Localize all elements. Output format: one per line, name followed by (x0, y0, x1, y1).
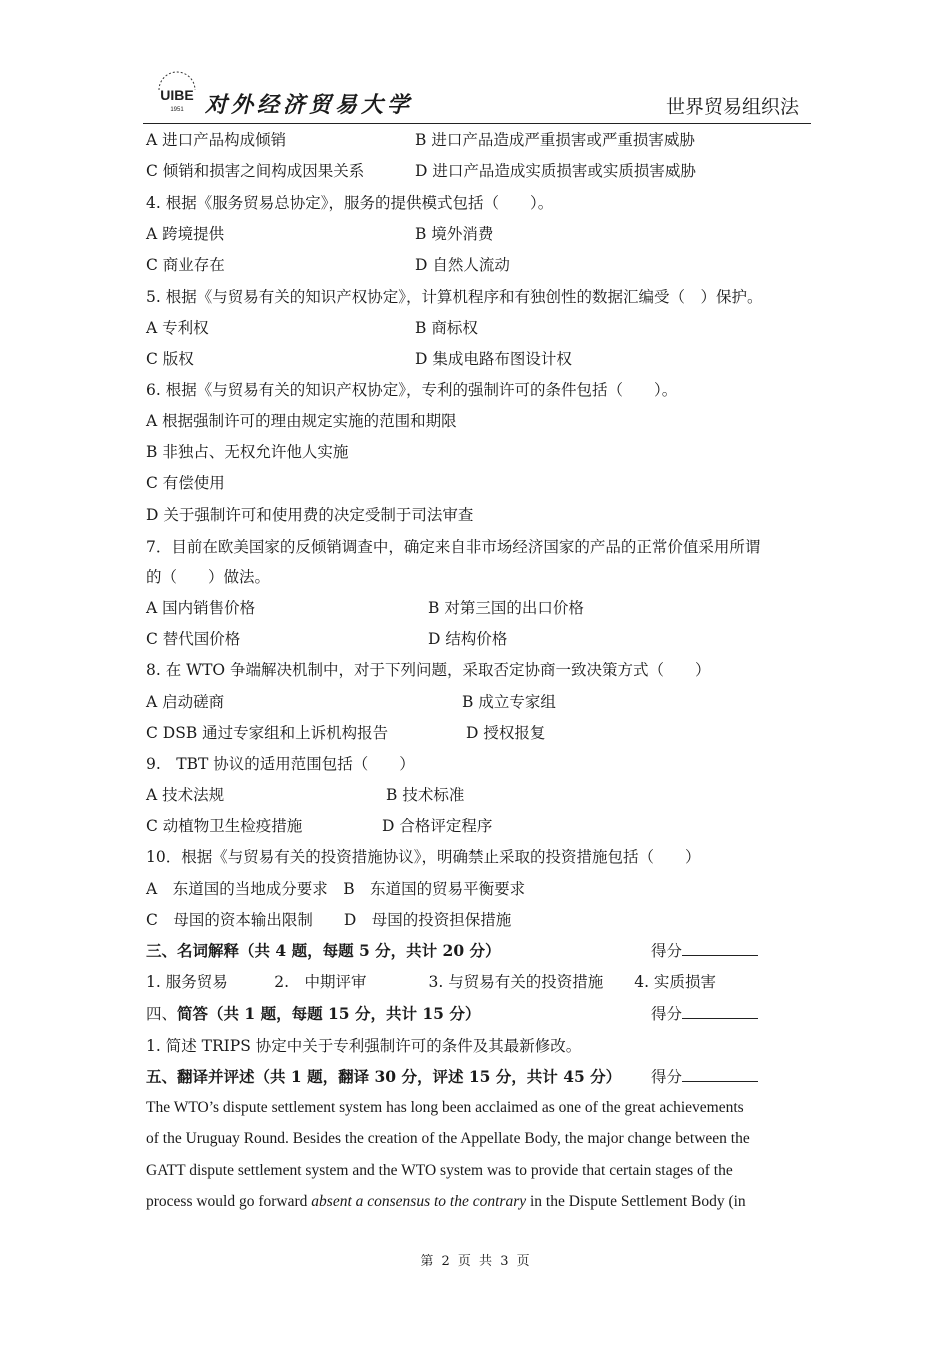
university-name: 对外经济贸易大学 (205, 93, 414, 118)
score-label: 得分 (651, 1068, 683, 1086)
question-line: D 关于强制许可和使用费的决定受制于司法审查 (146, 506, 474, 524)
section3-score (651, 941, 758, 961)
course-title: 世界贸易组织法 (665, 96, 799, 118)
section3-title: 三、名词解释（共 4 题，每题 5 分，共计 20 分） (146, 941, 501, 960)
svg-text:UIBE: UIBE (160, 87, 194, 103)
page-footer: 第 2 页 共 3 页 (420, 1254, 532, 1269)
passage-italic: absent a consensus to the contrary (311, 1193, 527, 1210)
question-line: A 专利权 (146, 319, 209, 337)
question-line: C 倾销和损害之间构成因果关系 (146, 162, 365, 180)
section5-score (651, 1067, 758, 1087)
option-right: B 技术标准 (386, 786, 465, 804)
question-line: A 根据强制许可的理由规定实施的范围和期限 (146, 412, 457, 430)
passage-line-3: GATT dispute settlement system and the WTO system was to provide that certain stages of the (146, 1162, 733, 1179)
question-line: A 东道国的当地成分要求 B 东道国的贸易平衡要求 (146, 880, 526, 898)
score-label: 得分 (651, 1005, 683, 1023)
section4-score (651, 1004, 758, 1024)
passage-line-4 (146, 1192, 746, 1212)
question-line: C 有偿使用 (146, 474, 225, 492)
question-line: A 启动磋商 (146, 693, 225, 711)
passage-text: process would go forward (146, 1193, 312, 1210)
question-line: 6. 根据《与贸易有关的知识产权协定》，专利的强制许可的条件包括（ ）。 (146, 381, 678, 399)
score-blank[interactable] (682, 1067, 758, 1082)
question-line: A 进口产品构成倾销 (146, 131, 287, 149)
option-right: B 境外消费 (415, 225, 494, 243)
passage-line-2: of the Uruguay Round. Besides the creation of the Appellate Body, the major change between the (146, 1130, 750, 1147)
option-right: D 授权报复 (466, 724, 546, 742)
option-right: D 合格评定程序 (382, 817, 493, 835)
question-line: 4. 根据《服务贸易总协定》，服务的提供模式包括（ ）。 (146, 194, 554, 212)
question-line: C 动植物卫生检疫措施 (146, 817, 303, 835)
question-line: 5. 根据《与贸易有关的知识产权协定》，计算机程序和有独创性的数据汇编受（ ）保护。 (146, 288, 763, 306)
question-line: 的（ ）做法。 (146, 568, 271, 586)
header-rule (143, 123, 811, 124)
option-right: D 进口产品造成实质损害或实质损害威胁 (415, 162, 696, 180)
score-blank[interactable] (682, 1004, 758, 1019)
question-line: A 国内销售价格 (146, 599, 256, 617)
question-line: B 非独占、无权允许他人实施 (146, 443, 349, 461)
option-right: B 对第三国的出口价格 (428, 599, 584, 617)
svg-text:1951: 1951 (170, 107, 184, 113)
section4-item: 1. 简述 TRIPS 协定中关于专利强制许可的条件及其最新修改。 (146, 1037, 582, 1055)
question-line: C 版权 (146, 350, 194, 368)
passage-line-1: The WTO’s dispute settlement system has long been acclaimed as one of the great achievements (146, 1099, 744, 1116)
option-right: B 进口产品造成严重损害或严重损害威胁 (415, 131, 695, 149)
question-line: C DSB 通过专家组和上诉机构报告 (146, 724, 389, 742)
option-right: B 成立专家组 (462, 693, 556, 711)
question-line: A 跨境提供 (146, 225, 225, 243)
section4-heading (146, 1004, 480, 1024)
question-line: C 替代国价格 (146, 630, 241, 648)
question-line: 8. 在 WTO 争端解决机制中，对于下列问题，采取否定协商一致决策方式（ ） (146, 661, 711, 679)
question-line: 10．根据《与贸易有关的投资措施协议》，明确禁止采取的投资措施包括（ ） (146, 848, 701, 866)
section4-prefix: 四、 (146, 1005, 178, 1023)
page-header (143, 70, 811, 124)
passage-text: in the Dispute Settlement Body (in (526, 1193, 746, 1210)
option-right: B 商标权 (415, 319, 478, 337)
question-line: C 母国的资本输出限制 D 母国的投资担保措施 (146, 911, 512, 929)
section4-title: 简答（共 1 题，每题 15 分，共计 15 分） (177, 1004, 481, 1023)
university-logo-icon (153, 70, 201, 114)
score-blank[interactable] (682, 941, 758, 956)
option-right: D 结构价格 (428, 630, 508, 648)
section5-title: 五、翻译并评述（共 1 题，翻译 30 分，评述 15 分，共计 45 分） (146, 1067, 622, 1086)
option-right: D 集成电路布图设计权 (415, 350, 572, 368)
option-right: D 自然人流动 (415, 256, 510, 274)
question-line: C 商业存在 (146, 256, 225, 274)
score-label: 得分 (651, 942, 683, 960)
question-line: 7．目前在欧美国家的反倾销调查中，确定来自非市场经济国家的产品的正常价值采用所谓 (146, 538, 761, 556)
question-line: A 技术法规 (146, 786, 225, 804)
section3-items: 1. 服务贸易 2. 中期评审 3. 与贸易有关的投资措施 4. 实质损害 (146, 973, 716, 991)
question-line: 9. TBT 协议的适用范围包括（ ） (146, 755, 415, 773)
